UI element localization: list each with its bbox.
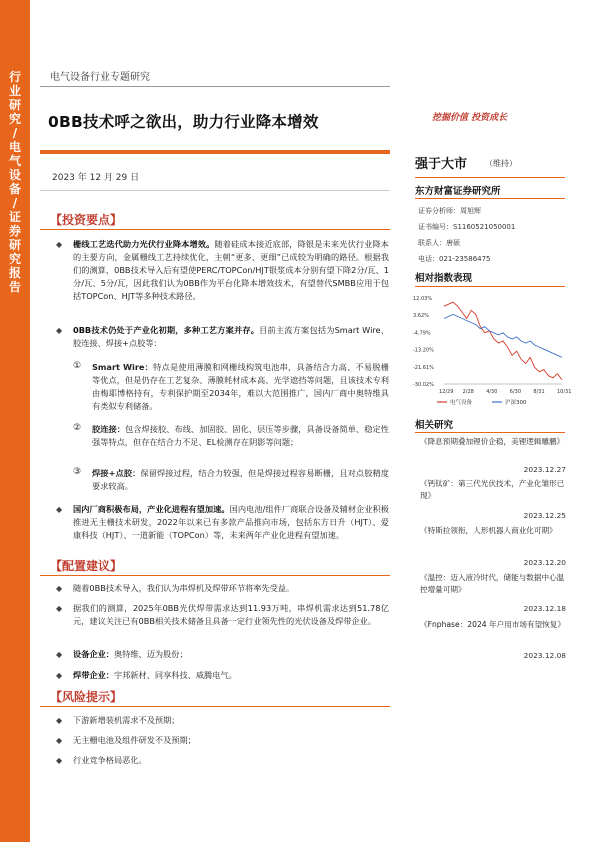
x-tick-label: 10/31 xyxy=(557,389,572,395)
config-point: 设备企业：奥特维、迈为股份； xyxy=(73,649,188,659)
institution-name: 东方财富证券研究所 xyxy=(415,186,501,197)
x-tick-label: 12/29 xyxy=(439,389,454,395)
x-tick-label: 2/28 xyxy=(462,389,474,395)
section-divider xyxy=(40,229,390,230)
institution-divider xyxy=(415,198,565,199)
bullet-diamond-icon: ◆ xyxy=(56,736,63,745)
section-title-config: 【配置建议】 xyxy=(50,559,123,573)
bullet-diamond-icon: ◆ xyxy=(56,505,63,514)
index-divider xyxy=(415,286,565,287)
related-report-link[interactable]: 《温控：迈入液冷时代，储能与数据中心温控增量可期》 xyxy=(420,573,565,594)
config-point: 随着0BB技术导入，我们认为串焊机及焊带环节将率先受益。 xyxy=(73,583,295,593)
report-title: 0BB技术呼之欲出，助力行业降本增效 xyxy=(48,113,319,131)
y-tick-label: -21.61% xyxy=(413,364,434,371)
related-report-date: 2023.12.20 xyxy=(523,558,566,567)
series-line-1 xyxy=(444,314,562,357)
legend-label: 沪深300 xyxy=(505,400,527,406)
bullet-diamond-icon: ◆ xyxy=(56,650,63,659)
section-title-invest: 【投资要点】 xyxy=(50,213,123,227)
bullet-diamond-icon: ◆ xyxy=(56,604,63,613)
invest-point: 0BB技术仍处于产业化初期，多种工艺方案并存。目前主流方案包括为Smart Wire、胶连接、焊接+点胶等： xyxy=(73,325,389,348)
header-divider xyxy=(40,86,390,87)
industry-rating: 强于大市 xyxy=(415,157,468,172)
sub-point: 焊接+点胶：保留焊接过程，结合力较强，但是焊接过程容易断栅，且对点胶精度要求较高。 xyxy=(92,468,389,491)
series-line-0 xyxy=(444,302,562,380)
analyst-info: 电话：021-23586475 xyxy=(418,255,491,263)
section-divider xyxy=(40,575,390,576)
risk-point: 无主栅电池及组件研发不及预期； xyxy=(73,735,196,745)
section-divider xyxy=(40,706,390,707)
company-slogan: 挖掘价值 投资成长 xyxy=(432,113,508,123)
risk-point: 下游新增装机需求不及预期； xyxy=(73,715,180,725)
y-tick-label: -4.79% xyxy=(413,330,431,337)
config-point: 焊带企业：宇邦新材、同享科技、威腾电气。 xyxy=(73,670,237,680)
related-report-date: 2023.12.25 xyxy=(523,511,566,520)
analyst-info: 联系人：唐硕 xyxy=(418,239,460,247)
related-research-title: 相关研究 xyxy=(415,420,454,431)
x-tick-label: 6/30 xyxy=(509,389,522,395)
side-banner-text: 行业研究 / 电气设备 / 证券研究报告 xyxy=(8,70,21,294)
invest-point: 国内厂商积极布局，产业化进程有望加速。国内电池/组件厂商联合设备及辅材企业积极推进无主栅技术研发，2022年以来已有多款产品推向市场，包括东方日升（HJT）、爱康科技（HJT）、一道新能（TOPCon）等，未来两年产业化进程有望加速。 xyxy=(73,504,389,540)
report-date: 2023 年 12 月 29 日 xyxy=(52,173,140,183)
section-title-risk: 【风险提示】 xyxy=(50,690,123,704)
bullet-diamond-icon: ◆ xyxy=(56,240,63,249)
rating-divider xyxy=(415,177,565,178)
y-tick-label: 12.03% xyxy=(413,296,433,302)
title-accent-bar xyxy=(40,150,390,154)
config-point: 据我们的测算，2025年0BB光伏焊带需求达到11.93万吨，串焊机需求达到51.78亿元，建议关注已有0BB相关技术储备且具备一定行业领先性的光伏设备及焊带企业。 xyxy=(73,603,389,626)
y-tick-label: -30.02% xyxy=(413,382,434,388)
analyst-info: 证券分析师：周旭辉 xyxy=(418,207,481,215)
invest-point: 栅线工艺迭代助力光伏行业降本增效。随着硅成本接近底部，降银是未来光伏行业降本的主要方向，金属栅线工艺持续优化，主朝“更多、更细”已成较为明确的路径。根据我们的测算，0BB技术导入后有望使PERC/TOPCon/HJT银浆成本分别有望下降2分/瓦、1分/瓦、5分/瓦，因此我们认为0BB作为平台化降本增效技术，有望替代SMBB应用于包括TOPCon、HJT等多种技术路径。 xyxy=(73,239,389,301)
sub-point: Smart Wire：特点是使用薄膜和网栅线构筑电池串，具备结合力高、不易脱栅等优点，但是仍存在工艺复杂、薄膜耗材成本高、光学遮挡等问题，且该技术专利由梅耶博格持有，专利保护期至2034年，难以大范围推广，国内厂商中奥特维具有类似专利储备。 xyxy=(92,362,389,411)
sub-point-number: ① xyxy=(73,361,82,371)
bullet-diamond-icon: ◆ xyxy=(56,584,63,593)
side-banner xyxy=(0,0,30,842)
related-divider xyxy=(415,432,565,433)
date-divider xyxy=(40,190,390,191)
bullet-diamond-icon: ◆ xyxy=(56,716,63,725)
legend-label: 电气设备 xyxy=(450,400,473,406)
report-category: 电气设备行业专题研究 xyxy=(50,72,150,83)
risk-point: 行业竞争格局恶化。 xyxy=(73,755,147,765)
relative-index-chart xyxy=(412,292,572,412)
x-tick-label: 8/31 xyxy=(533,389,545,395)
bullet-diamond-icon: ◆ xyxy=(56,671,63,680)
bullet-diamond-icon: ◆ xyxy=(56,756,63,765)
rating-status: （维持） xyxy=(485,159,517,168)
related-report-link[interactable]: 《特斯拉领衔，人形机器人商业化可期》 xyxy=(420,526,557,535)
related-report-date: 2023.12.08 xyxy=(523,651,566,660)
sub-point-number: ③ xyxy=(73,467,82,477)
y-tick-label: 3.62% xyxy=(413,313,429,320)
x-tick-label: 4/30 xyxy=(486,389,498,395)
sub-point-number: ② xyxy=(73,423,82,433)
sub-point: 胶连接：包含焊接胶、布线、加固胶、固化、层压等步骤，具备设备简单、稳定性强等特点，但存在结合力不足、EL检测存在阴影等问题； xyxy=(92,424,389,447)
y-tick-label: -13.20% xyxy=(413,347,434,354)
analyst-info: 证书编号：S1160521050001 xyxy=(418,223,516,231)
index-chart-title: 相对指数表现 xyxy=(415,273,473,284)
related-report-link[interactable]: 《降息预期叠加锂价企稳，美锂逻辑雕鹏》 xyxy=(420,437,565,446)
related-report-date: 2023.12.27 xyxy=(523,465,566,474)
related-report-link[interactable]: 《Fnphase：2024 年户用市场有望恢复》 xyxy=(420,620,565,629)
related-report-link[interactable]: 《钙钛矿：第三代光伏技术，产业化雏形已现》 xyxy=(420,479,565,500)
bullet-diamond-icon: ◆ xyxy=(56,326,63,335)
related-report-date: 2023.12.18 xyxy=(523,604,566,613)
